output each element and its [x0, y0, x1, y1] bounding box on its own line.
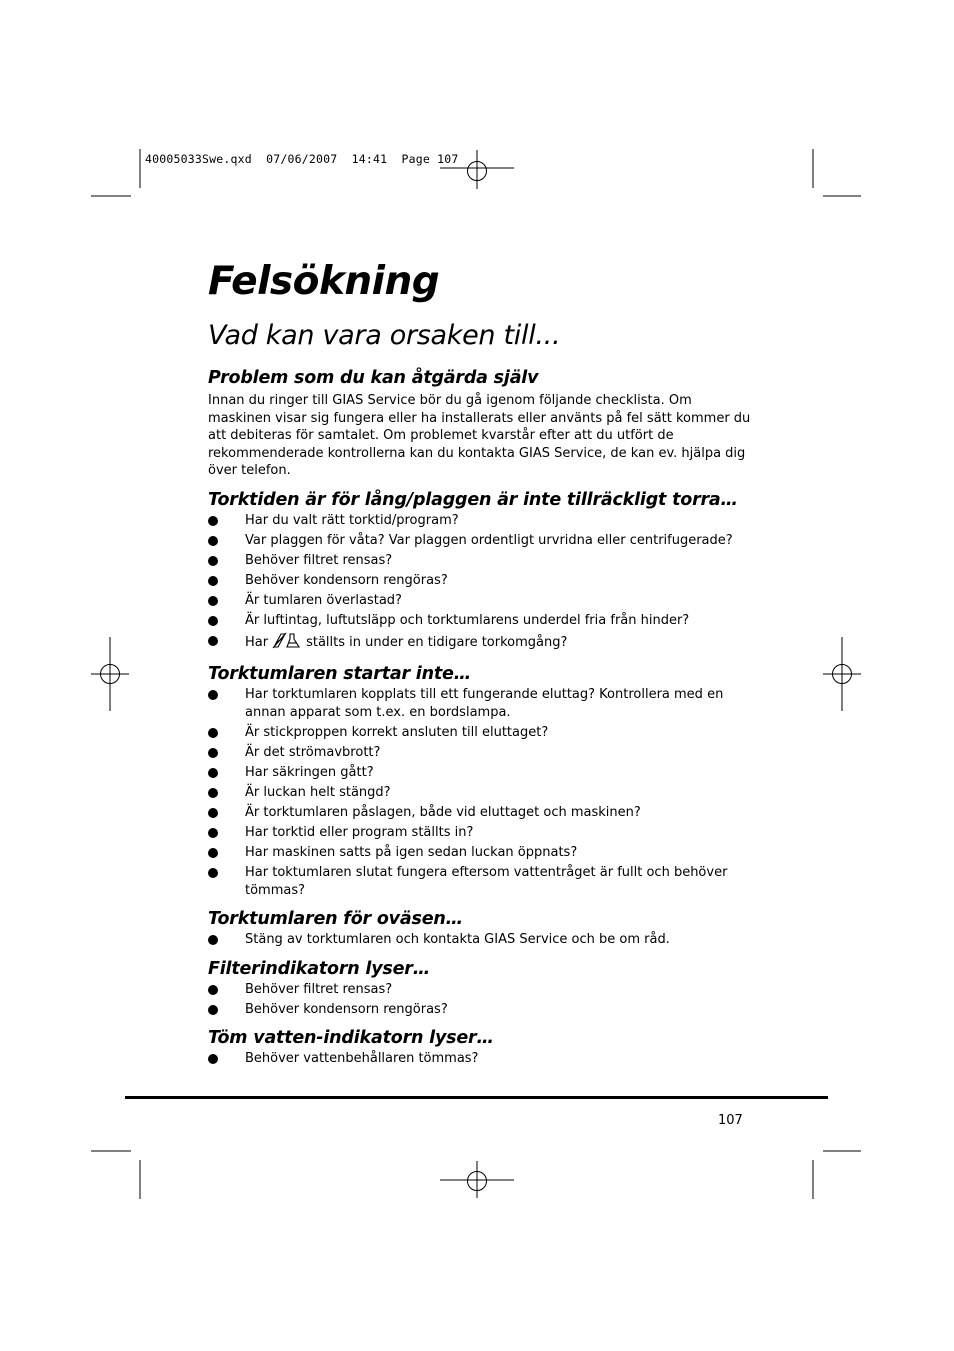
list-item: [208, 744, 755, 762]
list-item-text: Stäng av torktumlaren och kontakta GIAS Service och be om råd.: [245, 932, 670, 948]
print-slug-line: 40005033Swe.qxd 07/06/2007 14:41 Page 107: [145, 152, 459, 166]
list-item: [208, 686, 755, 721]
bullet-icon: [208, 768, 218, 778]
footer-rule: [125, 1096, 828, 1099]
bullet-icon: [208, 1005, 218, 1015]
bullet-icon: [208, 868, 218, 878]
bullet-icon: [208, 985, 218, 995]
page-number: 107: [718, 1113, 743, 1128]
list-item-text: Är stickproppen korrekt ansluten till eluttaget?: [245, 725, 549, 741]
list-item: [208, 592, 755, 610]
bullet-icon: [208, 848, 218, 858]
section-heading: Töm vatten-indikatorn lyser…: [208, 1028, 494, 1049]
list-item-text: Behöver kondensorn rengöras?: [245, 572, 448, 588]
list-item-text: Har maskinen satts på igen sedan luckan öppnats?: [245, 844, 578, 860]
section-heading: Torktumlaren för oväsen…: [208, 909, 463, 930]
list-item: [208, 1050, 755, 1068]
list-item-text: Har torktid eller program ställts in?: [245, 824, 474, 840]
page-subtitle: Vad kan vara orsaken till...: [208, 320, 561, 351]
list-item-text: Har säkringen gått?: [245, 765, 374, 781]
list-item-suffix: ställts in under en tidigare torkomgång?: [306, 634, 568, 650]
list-item: [208, 864, 755, 899]
page-content: [208, 256, 768, 1068]
list-item-text: Har torktumlaren kopplats till ett fungerande eluttag? Kontrollera med en annan apparat som t.ex. en bordslampa.: [245, 687, 724, 721]
bullet-icon: [208, 616, 218, 626]
registration-mark-left-icon: [91, 637, 129, 711]
section-heading: Torktiden är för lång/plaggen är inte tillräckligt torra…: [208, 489, 738, 510]
list-item: [208, 572, 755, 590]
list-item-text: Har du valt rätt torktid/program?: [245, 512, 459, 528]
bullet-icon: [208, 1054, 218, 1064]
registration-mark-bottom-icon: [440, 1161, 514, 1198]
bullet-icon: [208, 596, 218, 606]
list-item: [208, 844, 755, 862]
section-filter-indicator: [208, 957, 768, 1019]
page-title: Felsökning: [208, 259, 440, 304]
checklist: [208, 981, 768, 1019]
bullet-icon: [208, 516, 218, 526]
section-does-not-start: [208, 662, 768, 899]
list-item: [208, 532, 755, 550]
checklist: [208, 1050, 768, 1068]
bullet-icon: [208, 576, 218, 586]
list-item-text: Behöver filtret rensas?: [245, 981, 393, 997]
bullet-icon: [208, 808, 218, 818]
filter-condenser-symbol-icon: [272, 632, 302, 655]
list-item: [208, 824, 755, 842]
list-item: [208, 981, 755, 999]
list-item: [208, 612, 755, 630]
list-item: [208, 784, 755, 802]
list-item-text: Behöver kondensorn rengöras?: [245, 1001, 448, 1017]
bullet-icon: [208, 828, 218, 838]
list-item-text: Är tumlaren överlastad?: [245, 592, 402, 608]
list-item-text: Var plaggen för våta? Var plaggen ordentligt urvridna eller centrifugerade?: [245, 532, 733, 548]
intro-section: [208, 366, 768, 480]
list-item: [208, 1001, 755, 1019]
list-item: [208, 764, 755, 782]
registration-mark-right-icon: [823, 637, 861, 711]
section-empty-water-indicator: [208, 1026, 768, 1068]
list-item: [208, 804, 755, 822]
bullet-icon: [208, 556, 218, 566]
checklist: [208, 931, 768, 949]
bullet-icon: [208, 636, 218, 646]
bullet-icon: [208, 788, 218, 798]
checklist: [208, 686, 768, 899]
intro-heading: Problem som du kan åtgärda själv: [208, 368, 539, 388]
list-item-text: Behöver filtret rensas?: [245, 552, 393, 568]
list-item-prefix: Har: [245, 634, 269, 650]
list-item: [208, 724, 755, 742]
section-drying-time: [208, 488, 768, 655]
list-item-text: Behöver vattenbehållaren tömmas?: [245, 1051, 479, 1067]
bullet-icon: [208, 728, 218, 738]
list-item-text: Är luftintag, luftutsläpp och torktumlarens underdel fria från hinder?: [245, 612, 690, 628]
list-item-text: Är det strömavbrott?: [245, 745, 381, 761]
section-heading: Torktumlaren startar inte…: [208, 664, 471, 685]
list-item: [208, 931, 755, 949]
bullet-icon: [208, 748, 218, 758]
bullet-icon: [208, 536, 218, 546]
section-noise: [208, 907, 768, 949]
bullet-icon: [208, 690, 218, 700]
list-item-text: Är torktumlaren påslagen, både vid eluttaget och maskinen?: [245, 804, 641, 820]
list-item: [208, 632, 755, 655]
list-item-text: Är luckan helt stängd?: [245, 785, 391, 800]
list-item: [208, 512, 755, 530]
checklist: [208, 512, 768, 655]
intro-paragraph: Innan du ringer till GIAS Service bör du gå igenom följande checklista. Om maskinen visar sig fungera eller ha installerats eller använts på fel sätt kommer du att debiteras för samtalet. Om problemet kvarstår efter att du utfört de rekommenderade kontrollerna kan du kontakta GIAS Service, de kan ev. hjälpa dig över telefon.: [208, 393, 751, 479]
list-item: [208, 552, 755, 570]
section-heading: Filterindikatorn lyser…: [208, 958, 431, 979]
bullet-icon: [208, 935, 218, 945]
list-item-text: Har toktumlaren slutat fungera eftersom vattentråget är fullt och behöver tömmas?: [245, 864, 728, 898]
